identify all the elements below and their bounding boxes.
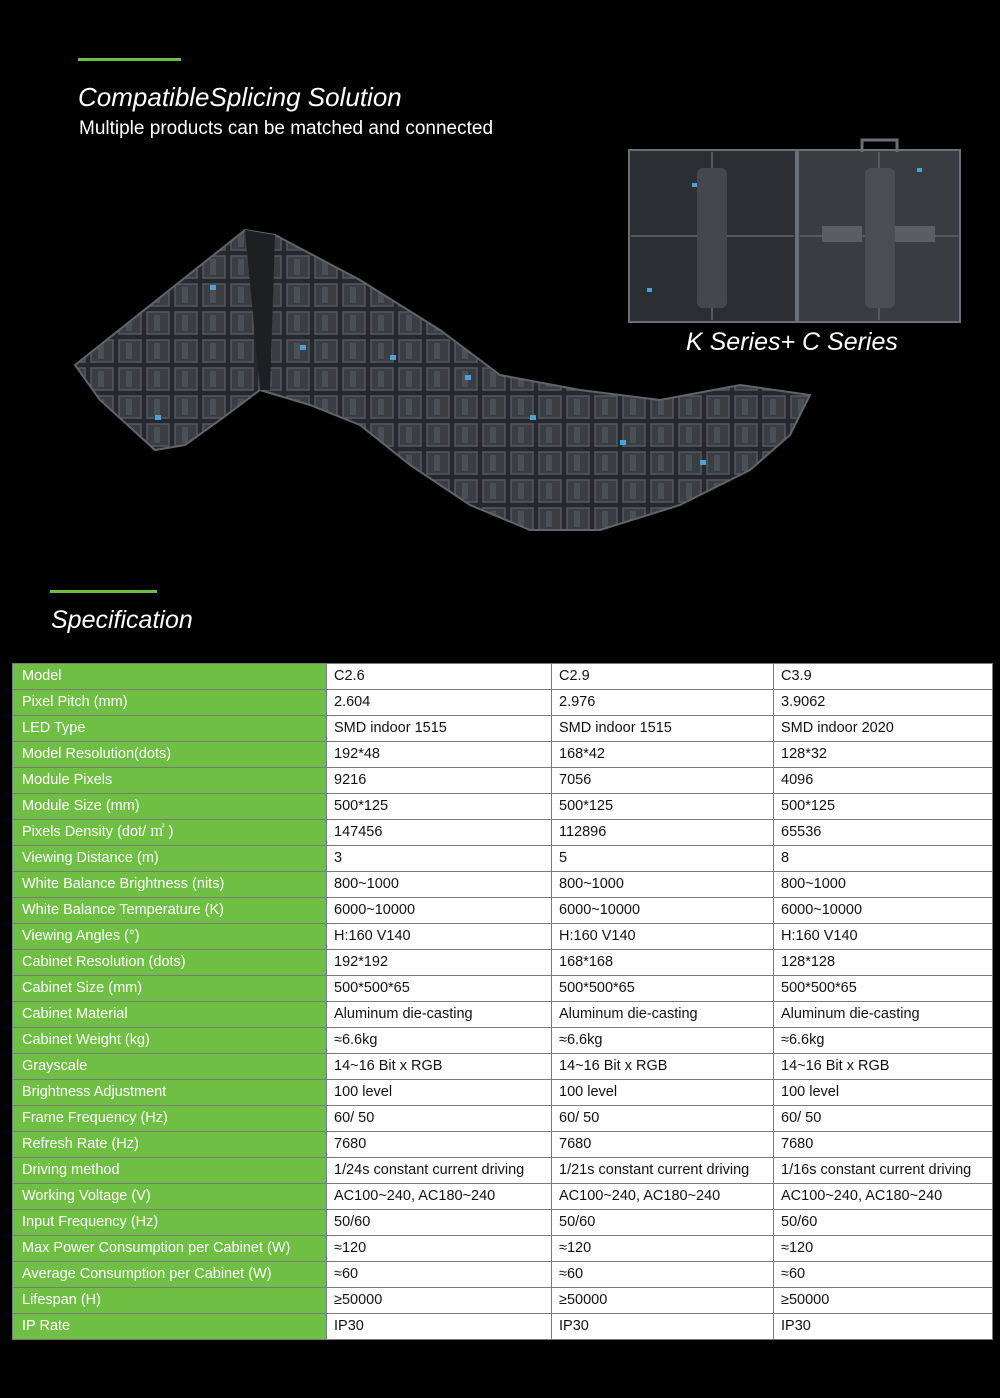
row-value: 7680: [327, 1132, 552, 1158]
row-label: Grayscale: [13, 1054, 327, 1080]
row-label: White Balance Temperature (K): [13, 898, 327, 924]
row-value: 50/60: [774, 1210, 993, 1236]
row-label: Cabinet Weight (kg): [13, 1028, 327, 1054]
table-row: [13, 1106, 993, 1132]
row-value: IP30: [552, 1314, 774, 1340]
table-row: [13, 1158, 993, 1184]
row-value: 60/ 50: [327, 1106, 552, 1132]
row-value: ≈6.6kg: [774, 1028, 993, 1054]
row-label: Viewing Distance (m): [13, 846, 327, 872]
row-label: Model Resolution(dots): [13, 742, 327, 768]
row-label: Cabinet Resolution (dots): [13, 950, 327, 976]
row-value: 800~1000: [327, 872, 552, 898]
table-row: [13, 1080, 993, 1106]
table-row: [13, 924, 993, 950]
table-row: [13, 1314, 993, 1340]
row-value: 100 level: [327, 1080, 552, 1106]
row-label: Pixels Density (dot/ ㎡ ): [13, 820, 327, 846]
table-row: [13, 1054, 993, 1080]
row-value: 1/16s constant current driving: [774, 1158, 993, 1184]
table-row: [13, 1002, 993, 1028]
header-cell-c29: C2.9: [552, 664, 774, 690]
row-value: H:160 V140: [774, 924, 993, 950]
row-value: 7056: [552, 768, 774, 794]
row-value: ≈60: [327, 1262, 552, 1288]
row-value: ≈120: [774, 1236, 993, 1262]
table-row: [13, 716, 993, 742]
table-header-row: [13, 664, 993, 690]
row-value: 500*125: [552, 794, 774, 820]
row-label: Module Pixels: [13, 768, 327, 794]
row-label: Input Frequency (Hz): [13, 1210, 327, 1236]
accent-bar-spec: [50, 590, 157, 593]
row-value: 3.9062: [774, 690, 993, 716]
row-value: H:160 V140: [552, 924, 774, 950]
row-value: 14~16 Bit x RGB: [774, 1054, 993, 1080]
row-value: 500*500*65: [774, 976, 993, 1002]
row-value: IP30: [327, 1314, 552, 1340]
row-value: 4096: [774, 768, 993, 794]
page-subtitle: Multiple products can be matched and connected: [79, 118, 494, 139]
table-row: [13, 820, 993, 846]
row-label: Pixel Pitch (mm): [13, 690, 327, 716]
row-value: IP30: [774, 1314, 993, 1340]
row-label: Frame Frequency (Hz): [13, 1106, 327, 1132]
row-value: 7680: [552, 1132, 774, 1158]
header-cell-model: Model: [13, 664, 327, 690]
row-value: 100 level: [552, 1080, 774, 1106]
row-label: Refresh Rate (Hz): [13, 1132, 327, 1158]
row-value: AC100~240, AC180~240: [774, 1184, 993, 1210]
row-value: ≈120: [552, 1236, 774, 1262]
header-cell-c39: C3.9: [774, 664, 993, 690]
table-row: [13, 1132, 993, 1158]
row-value: 500*125: [774, 794, 993, 820]
table-row: [13, 846, 993, 872]
table-row: [13, 872, 993, 898]
row-value: Aluminum die-casting: [774, 1002, 993, 1028]
specification-title: Specification: [51, 606, 193, 634]
row-value: 800~1000: [552, 872, 774, 898]
table-row: [13, 1210, 993, 1236]
row-label: Module Size (mm): [13, 794, 327, 820]
row-value: 192*48: [327, 742, 552, 768]
row-value: 500*500*65: [552, 976, 774, 1002]
row-value: 6000~10000: [774, 898, 993, 924]
row-value: 192*192: [327, 950, 552, 976]
row-value: 14~16 Bit x RGB: [552, 1054, 774, 1080]
table-row: [13, 976, 993, 1002]
row-value: 6000~10000: [552, 898, 774, 924]
row-value: AC100~240, AC180~240: [327, 1184, 552, 1210]
row-label: Cabinet Material: [13, 1002, 327, 1028]
row-value: ≈60: [774, 1262, 993, 1288]
row-value: 168*168: [552, 950, 774, 976]
row-value: 7680: [774, 1132, 993, 1158]
table-row: [13, 742, 993, 768]
specification-table: [12, 663, 993, 1340]
table-row: [13, 1288, 993, 1314]
row-value: SMD indoor 1515: [552, 716, 774, 742]
row-value: 800~1000: [774, 872, 993, 898]
row-value: 128*32: [774, 742, 993, 768]
row-value: 50/60: [327, 1210, 552, 1236]
row-value: ≈120: [327, 1236, 552, 1262]
table-row: [13, 1262, 993, 1288]
row-label: Cabinet Size (mm): [13, 976, 327, 1002]
table-row: [13, 690, 993, 716]
table-row: [13, 794, 993, 820]
row-value: ≈6.6kg: [327, 1028, 552, 1054]
table-row: [13, 1184, 993, 1210]
row-label: Lifespan (H): [13, 1288, 327, 1314]
row-value: 2.976: [552, 690, 774, 716]
row-label: IP Rate: [13, 1314, 327, 1340]
row-value: 5: [552, 846, 774, 872]
row-value: 1/24s constant current driving: [327, 1158, 552, 1184]
row-value: Aluminum die-casting: [327, 1002, 552, 1028]
row-value: SMD indoor 1515: [327, 716, 552, 742]
row-value: 60/ 50: [552, 1106, 774, 1132]
row-value: 500*125: [327, 794, 552, 820]
row-label: Brightness Adjustment: [13, 1080, 327, 1106]
row-value: 168*42: [552, 742, 774, 768]
header-cell-c26: C2.6: [327, 664, 552, 690]
table-row: [13, 950, 993, 976]
row-label: Viewing Angles (°): [13, 924, 327, 950]
k-c-series-panel-image: [627, 138, 962, 326]
row-value: ≈60: [552, 1262, 774, 1288]
table-row: [13, 1028, 993, 1054]
row-label: Average Consumption per Cabinet (W): [13, 1262, 327, 1288]
row-value: SMD indoor 2020: [774, 716, 993, 742]
row-value: 500*500*65: [327, 976, 552, 1002]
row-label: Working Voltage (V): [13, 1184, 327, 1210]
row-value: 14~16 Bit x RGB: [327, 1054, 552, 1080]
row-value: 3: [327, 846, 552, 872]
row-label: Driving method: [13, 1158, 327, 1184]
table-row: [13, 768, 993, 794]
row-value: 2.604: [327, 690, 552, 716]
row-value: 100 level: [774, 1080, 993, 1106]
table-row: [13, 898, 993, 924]
row-label: White Balance Brightness (nits): [13, 872, 327, 898]
series-caption: K Series+ C Series: [686, 328, 898, 356]
row-value: ≥50000: [327, 1288, 552, 1314]
row-value: 1/21s constant current driving: [552, 1158, 774, 1184]
row-value: ≥50000: [552, 1288, 774, 1314]
row-value: H:160 V140: [327, 924, 552, 950]
table-row: [13, 1236, 993, 1262]
row-value: ≥50000: [774, 1288, 993, 1314]
row-value: 8: [774, 846, 993, 872]
row-value: 9216: [327, 768, 552, 794]
row-value: AC100~240, AC180~240: [552, 1184, 774, 1210]
row-value: 147456: [327, 820, 552, 846]
row-value: ≈6.6kg: [552, 1028, 774, 1054]
row-value: Aluminum die-casting: [552, 1002, 774, 1028]
row-label: LED Type: [13, 716, 327, 742]
row-label: Max Power Consumption per Cabinet (W): [13, 1236, 327, 1262]
row-value: 6000~10000: [327, 898, 552, 924]
row-value: 128*128: [774, 950, 993, 976]
accent-bar-top: [78, 58, 181, 61]
page-title: CompatibleSplicing Solution: [78, 82, 402, 112]
row-value: 112896: [552, 820, 774, 846]
row-value: 65536: [774, 820, 993, 846]
row-value: 50/60: [552, 1210, 774, 1236]
row-value: 60/ 50: [774, 1106, 993, 1132]
